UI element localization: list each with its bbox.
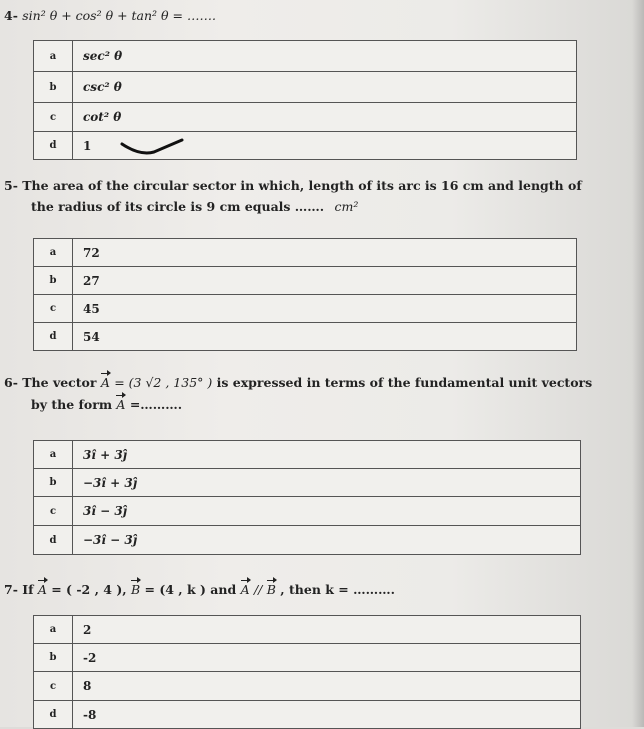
question-4-text: sin² θ + cos² θ + tan² θ = ……. xyxy=(22,8,216,23)
option-value: −3î + 3ĵ xyxy=(73,469,581,497)
option-value: 1 xyxy=(73,132,577,160)
option-letter: a xyxy=(34,441,73,469)
answer-tick-mark-icon xyxy=(120,134,190,158)
option-row[interactable] xyxy=(34,701,581,729)
vector-b-symbol: B xyxy=(131,580,140,600)
question-5-options xyxy=(33,238,577,351)
option-row[interactable] xyxy=(34,323,577,351)
question-6-options xyxy=(33,440,581,555)
question-5-number: 5- xyxy=(4,178,18,193)
question-6-blank: =………. xyxy=(129,397,183,412)
option-row[interactable] xyxy=(34,469,581,497)
question-4-number: 4- xyxy=(4,8,18,23)
question-5-text-continued: the radius of its circle is 9 cm equals ……. xyxy=(31,199,325,214)
option-value: 3î + 3ĵ xyxy=(73,441,581,469)
question-7-if: If xyxy=(22,582,34,597)
option-value: 27 xyxy=(73,267,577,295)
question-6-line-2 xyxy=(31,395,182,415)
option-letter: c xyxy=(34,497,73,526)
vector-a-symbol: A xyxy=(101,373,110,393)
vector-b-symbol: B xyxy=(267,580,276,600)
page-edge-shadow xyxy=(632,0,644,727)
option-letter: c xyxy=(34,103,73,132)
option-row[interactable] xyxy=(34,41,577,72)
option-letter: a xyxy=(34,41,73,72)
option-letter: c xyxy=(34,672,73,701)
option-row[interactable] xyxy=(34,72,577,103)
question-5-line-2 xyxy=(31,197,358,217)
vector-a-value: = ( -2 , 4 ), xyxy=(51,582,127,597)
option-letter: d xyxy=(34,526,73,555)
question-4-options xyxy=(33,40,577,160)
question-7-options xyxy=(33,615,581,729)
option-letter: b xyxy=(34,267,73,295)
option-value: 2 xyxy=(73,616,581,644)
vector-b-value: = (4 , k ) and xyxy=(144,582,237,597)
option-row[interactable] xyxy=(34,132,577,160)
option-value: 3î − 3ĵ xyxy=(73,497,581,526)
option-value: -8 xyxy=(73,701,581,729)
question-4 xyxy=(4,6,216,26)
option-value: -2 xyxy=(73,644,581,672)
question-5-text: The area of the circular sector in which, length of its arc is 16 cm and length of xyxy=(22,178,582,193)
option-row[interactable] xyxy=(34,616,581,644)
question-5-line-1 xyxy=(4,176,582,196)
question-6-text-suffix: is expressed in terms of the fundamental unit vectors xyxy=(216,375,593,390)
option-letter: b xyxy=(34,469,73,497)
question-6-vector-value: = (3 √2 , 135° ) xyxy=(114,375,213,390)
option-row[interactable] xyxy=(34,239,577,267)
option-letter: d xyxy=(34,323,73,351)
option-row[interactable] xyxy=(34,672,581,701)
option-value: 54 xyxy=(73,323,577,351)
option-row[interactable] xyxy=(34,103,577,132)
vector-a-symbol: A xyxy=(38,580,47,600)
option-value: 8 xyxy=(73,672,581,701)
option-row[interactable] xyxy=(34,526,581,555)
option-letter: b xyxy=(34,72,73,103)
option-row[interactable] xyxy=(34,267,577,295)
option-value: csc² θ xyxy=(73,72,577,103)
parallel-symbol: // xyxy=(253,582,263,597)
option-value: cot² θ xyxy=(73,103,577,132)
question-6-number: 6- xyxy=(4,375,18,390)
question-5-unit: cm² xyxy=(334,199,359,214)
question-7 xyxy=(4,580,395,600)
option-row[interactable] xyxy=(34,497,581,526)
question-7-blank: , then k = ………. xyxy=(280,582,395,597)
question-6-text: The vector xyxy=(22,375,97,390)
option-value: 45 xyxy=(73,295,577,323)
vector-a-symbol: A xyxy=(116,395,125,415)
option-value: −3î − 3ĵ xyxy=(73,526,581,555)
option-row[interactable] xyxy=(34,644,581,672)
option-letter: b xyxy=(34,644,73,672)
option-value: 72 xyxy=(73,239,577,267)
question-6-line-1 xyxy=(4,373,592,393)
question-6-text-continued: by the form xyxy=(31,397,113,412)
option-row[interactable] xyxy=(34,295,577,323)
option-letter: a xyxy=(34,239,73,267)
option-letter: d xyxy=(34,701,73,729)
option-letter: a xyxy=(34,616,73,644)
vector-a-symbol: A xyxy=(241,580,250,600)
option-letter: c xyxy=(34,295,73,323)
option-letter: d xyxy=(34,132,73,160)
question-7-number: 7- xyxy=(4,582,18,597)
option-row[interactable] xyxy=(34,441,581,469)
option-value: sec² θ xyxy=(73,41,577,72)
